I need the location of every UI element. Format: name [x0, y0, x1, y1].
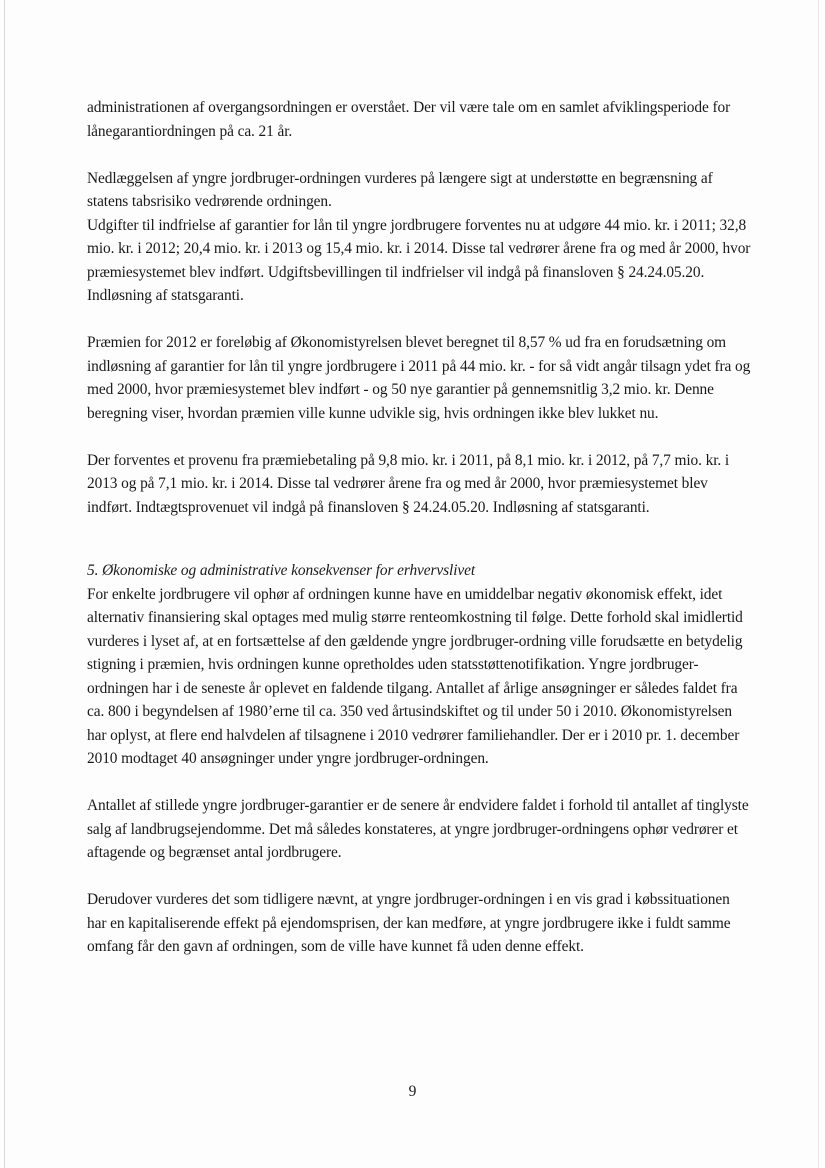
- paragraph-expenditure: Udgifter til indfrielse af garantier for lån til yngre jordbrugere forventes nu at udgøre 44 mio. kr. i 2011; 32,8 mio. kr. i 2012; 20,4 mio. kr. i 2013 og 15,4 mio. kr. i 2014. Disse tal vedrører årene fra og med år 2000, hvor præmiesystemet blev indført. Udgiftsbevillingen til indfrielser vil indgå på finansloven § 24.24.05.20. Indløsning af statsgaranti.: [87, 216, 751, 304]
- document-body: [87, 96, 752, 959]
- section-heading: 5. Økonomiske og administrative konsekvenser for erhvervslivet: [87, 562, 476, 579]
- paragraph-revenue: Der forventes et provenu fra præmiebetaling på 9,8 mio. kr. i 2011, på 8,1 mio. kr. i 2012, på 7,7 mio. kr. i 2013 og på 7,1 mio. kr. i 2014. Disse tal vedrører årene fra og med år 2000, hvor præmiesystemet blev indført. Indtægtsprovenuet vil indgå på finansloven § 24.24.05.20. Indløsning af statsgaranti.: [87, 451, 730, 516]
- paragraph-transition-period: administrationen af overgangsordningen er overstået. Der vil være tale om en samlet afviklingsperiode for lånegarantiordningen på ca. 21 år.: [87, 99, 731, 140]
- page-edge-right: [818, 0, 819, 1168]
- paragraph-business-consequences: For enkelte jordbrugere vil ophør af ordningen kunne have en umiddelbar negativ økonomisk effekt, idet alternativ finansiering skal optages med mulig større renteomkostning til følge. Dette forhold skal imidlertid vurderes i lyset af, at en fortsættelse af den gældende yngre jordbruger-ordning ville forudsætte en betydelig stigning i præmien, hvis ordningen kunne opretholdes uden statsstøttenotifikation. Yngre jordbruger-ordningen har i de seneste år oplevet en faldende tilgang. Antallet af årlige ansøgninger er således faldet fra ca. 800 i begyndelsen af 1980’erne til ca. 350 ved årtusindskiftet og til under 50 i 2010. Økonomistyrelsen har oplyst, at flere end halvdelen af tilsagnene i 2010 vedrører familiehandler. Der er i 2010 pr. 1. december 2010 modtaget 40 ansøgninger under yngre jordbruger-ordningen.: [87, 585, 743, 767]
- paragraph-risk-reduction: Nedlæggelsen af yngre jordbruger-ordningen vurderes på længere sigt at understøtte en begrænsning af statens tabsrisiko vedrørende ordningen.: [87, 169, 713, 210]
- page-number: 9: [408, 1083, 417, 1100]
- page-edge-left: [4, 0, 5, 1168]
- paragraph-guarantee-decline: Antallet af stillede yngre jordbruger-garantier er de senere år endvidere faldet i forhold til antallet af tinglyste salg af landbrugsejendomme. Det må således konstateres, at yngre jordbruger-ordningens ophør vedrører et aftagende og begrænset antal jordbrugere.: [87, 797, 749, 861]
- paragraph-premium-2012: Præmien for 2012 er foreløbig af Økonomistyrelsen blevet beregnet til 8,57 % ud fra en forudsætning om indløsning af garantier for lån til yngre jordbrugere i 2011 på 44 mio. kr. - for så vidt angår tilsagn ydet fra og med 2000, hvor præmiesystemet blev indført - og 50 nye garantier på gennemsnitlig 3,2 mio. kr. Denne beregning viser, hvordan præmien ville kunne udvikle sig, hvis ordningen ikke blev lukket nu.: [87, 334, 751, 422]
- paragraph-capitalising-effect: Derudover vurderes det som tidligere nævnt, at yngre jordbruger-ordningen i en vis grad i købssituationen har en kapitaliserende effekt på ejendomsprisen, der kan medføre, at yngre jordbrugere ikke i fuldt samme omfang får den gavn af ordningen, som de ville have kunnet få uden denne effekt.: [87, 891, 731, 955]
